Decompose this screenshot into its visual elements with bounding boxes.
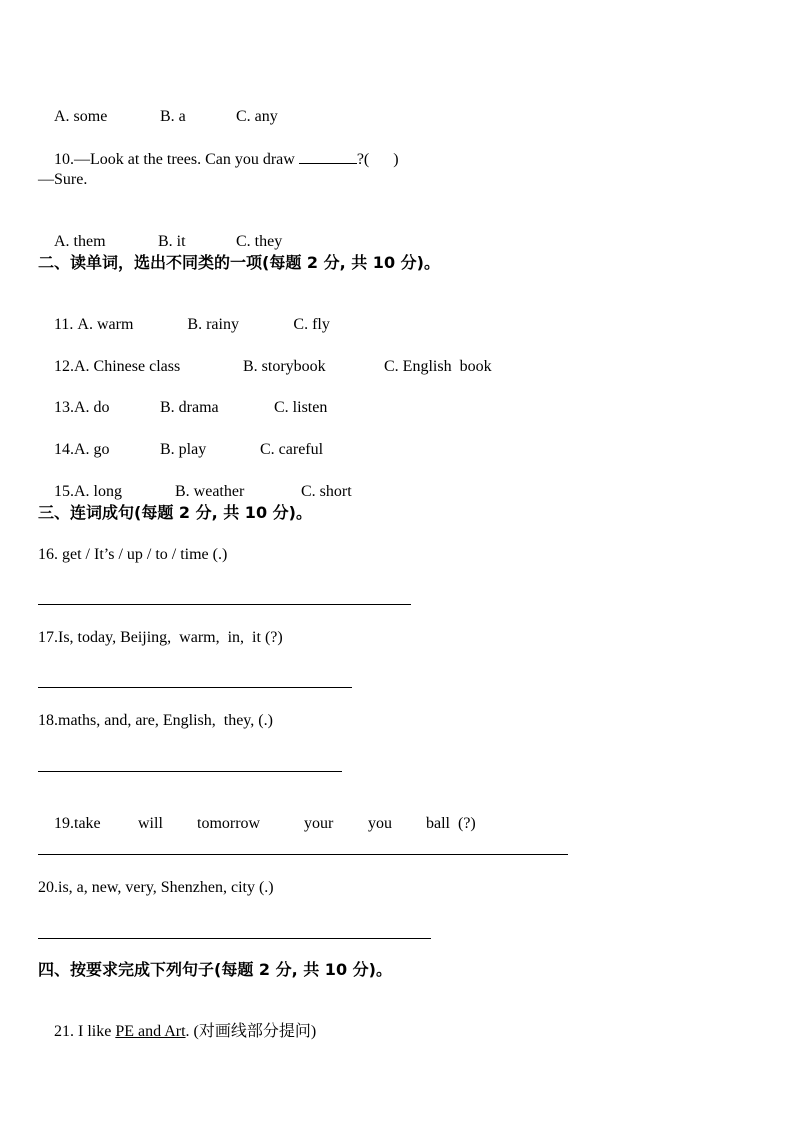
option-c: C. they bbox=[236, 233, 283, 250]
section2-title: 二、读单词，选出不同类的一项(每题 2 分, 共 10 分)。 bbox=[38, 253, 440, 272]
q12-number: 12. bbox=[54, 358, 74, 375]
q18-answer-line[interactable] bbox=[38, 771, 342, 772]
option-b: B. a bbox=[160, 108, 186, 125]
section4-title: 四、按要求完成下列句子(每题 2 分, 共 10 分)。 bbox=[38, 960, 392, 979]
q14-number: 14. bbox=[54, 441, 74, 458]
q11-number: 11. bbox=[54, 316, 78, 333]
q19-prompt bbox=[38, 794, 476, 854]
q19-word: 19.take bbox=[54, 815, 101, 832]
q21-prefix: 21. I like bbox=[54, 1023, 116, 1040]
q19-word: will bbox=[138, 815, 163, 832]
option-b: B. weather bbox=[175, 483, 245, 500]
option-b: B. rainy bbox=[187, 316, 239, 333]
option-c: C. English book bbox=[384, 358, 492, 375]
option-a: A. them bbox=[54, 233, 106, 250]
q10-suffix: ?( ) bbox=[356, 151, 399, 168]
q17-answer-line[interactable] bbox=[38, 687, 352, 688]
q21-prompt bbox=[38, 1002, 316, 1062]
q10-blank bbox=[299, 149, 357, 164]
q21-underlined-phrase: PE and Art bbox=[115, 1023, 186, 1040]
q21-suffix: . (对画线部分提问) bbox=[185, 1023, 317, 1040]
q10-question bbox=[38, 129, 399, 190]
q17-prompt: 17.Is, today, Beijing, warm, in, it (?) bbox=[38, 629, 283, 646]
option-a: A. some bbox=[54, 108, 108, 125]
option-b: B. it bbox=[158, 233, 186, 250]
option-a: A. long bbox=[74, 483, 122, 500]
option-a: A. do bbox=[74, 399, 110, 416]
option-c: C. listen bbox=[274, 399, 328, 416]
q18-prompt: 18.maths, and, are, English, they, (.) bbox=[38, 712, 273, 729]
option-c: C. short bbox=[301, 483, 352, 500]
option-b: B. storybook bbox=[243, 358, 326, 375]
option-c: C. careful bbox=[260, 441, 324, 458]
option-c: C. any bbox=[236, 108, 278, 125]
q19-word: ball (?) bbox=[426, 815, 476, 832]
q19-answer-line[interactable] bbox=[38, 854, 568, 855]
option-b: B. drama bbox=[160, 399, 219, 416]
q13-number: 13. bbox=[54, 399, 74, 416]
q19-word: tomorrow bbox=[197, 815, 261, 832]
option-c: C. fly bbox=[293, 316, 330, 333]
q20-answer-line[interactable] bbox=[38, 938, 431, 939]
q20-prompt: 20.is, a, new, very, Shenzhen, city (.) bbox=[38, 879, 274, 896]
q19-word: your bbox=[304, 815, 334, 832]
section3-title: 三、连词成句(每题 2 分, 共 10 分)。 bbox=[38, 503, 312, 522]
option-a: A. Chinese class bbox=[74, 358, 181, 375]
q16-prompt: 16. get / It’s / up / to / time (.) bbox=[38, 546, 228, 563]
q10-prefix: 10.—Look at the trees. Can you draw bbox=[54, 151, 299, 168]
q19-word: you bbox=[368, 815, 392, 832]
q15-number: 15. bbox=[54, 483, 74, 500]
option-a: A. warm bbox=[77, 316, 134, 333]
option-a: A. go bbox=[74, 441, 110, 458]
q10-response: —Sure. bbox=[38, 171, 88, 188]
q16-answer-line[interactable] bbox=[38, 604, 411, 605]
option-b: B. play bbox=[160, 441, 207, 458]
